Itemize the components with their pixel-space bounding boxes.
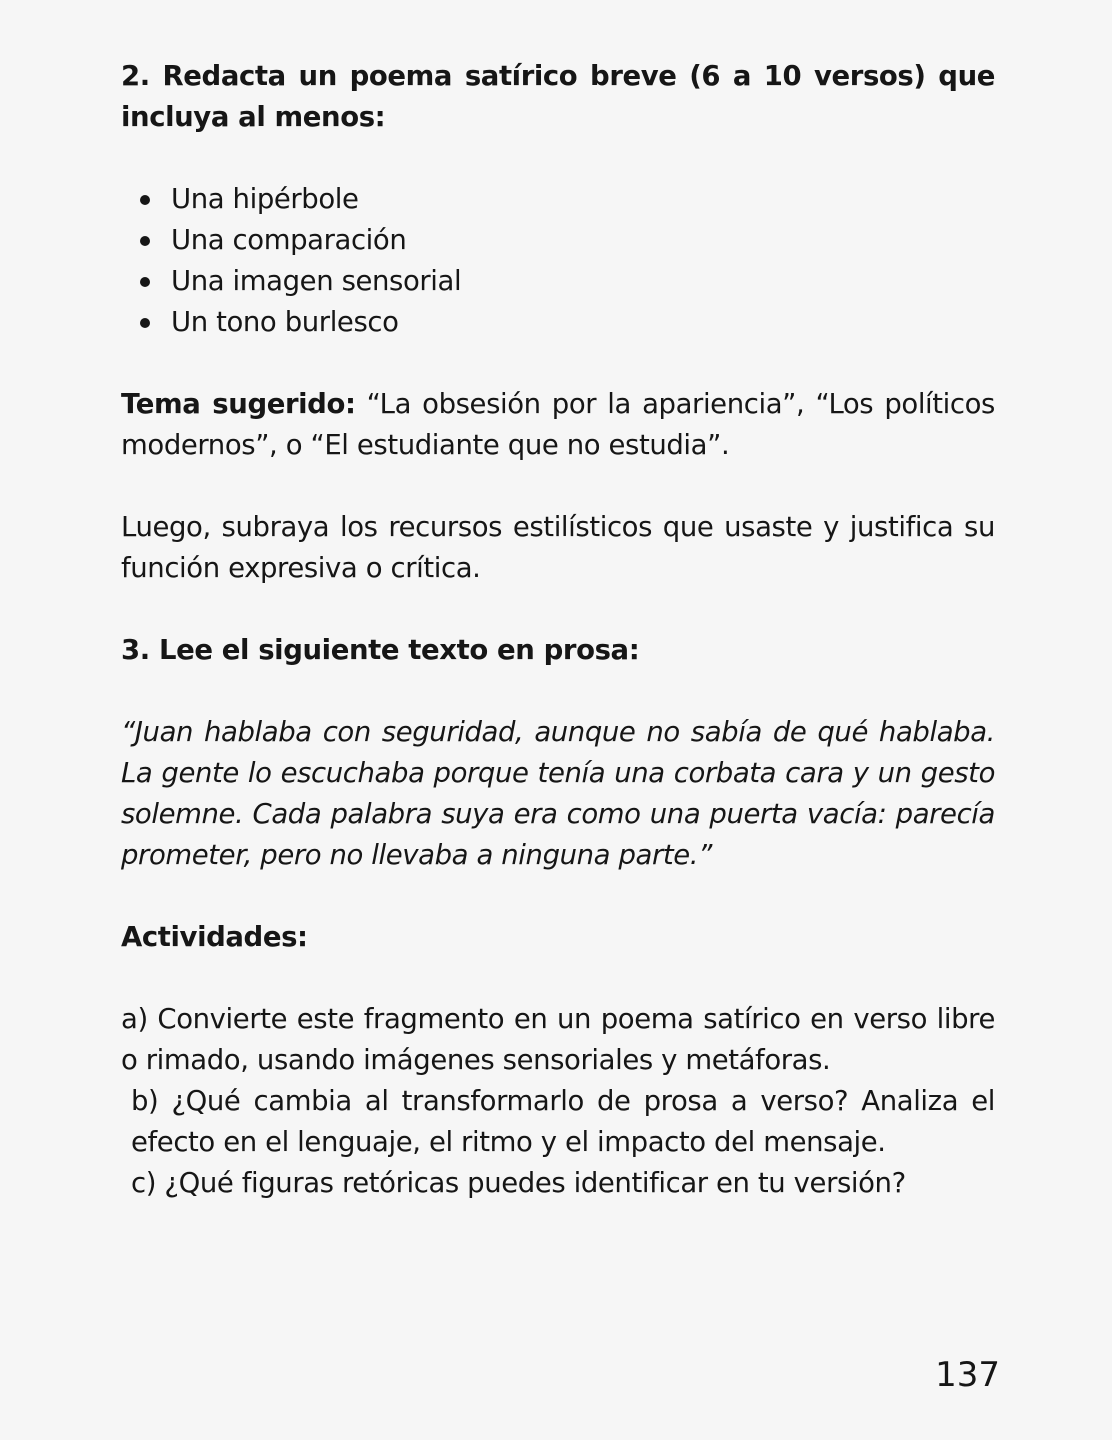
activity-b: b) ¿Qué cambia al transformarlo de prosa a verso? Analiza el efecto en el lenguaje, el ritmo y el impacto del mensaje. <box>131 1085 995 1158</box>
list-item-text: Una hipérbole <box>171 183 359 215</box>
exercise-2-heading: 2. Redacta un poema satírico breve (6 a 10 versos) que incluya al menos: <box>121 60 995 133</box>
bullet-icon <box>140 318 150 328</box>
exercise-3-heading: 3. Lee el siguiente texto en prosa: <box>121 634 640 666</box>
requirements-list <box>121 179 995 343</box>
list-item-text: Una comparación <box>171 224 407 256</box>
bullet-icon <box>140 195 150 205</box>
list-item <box>121 220 995 261</box>
suggested-theme-label: Tema sugerido: <box>121 388 356 420</box>
activities-heading: Actividades: <box>121 921 308 953</box>
list-item-text: Una imagen sensorial <box>171 265 462 297</box>
list-item-text: Un tono burlesco <box>171 306 399 338</box>
bullet-icon <box>140 236 150 246</box>
page-content <box>121 56 995 1204</box>
activity-a: a) Convierte este fragmento en un poema satírico en verso libre o rimado, usando imágenes sensoriales y metáforas. <box>121 1003 995 1076</box>
page-number: 137 <box>935 1355 1000 1395</box>
prose-quote: “Juan hablaba con seguridad, aunque no sabía de qué hablaba. La gente lo escuchaba porque tenía una corbata cara y un gesto solemne. Cada palabra suya era como una puerta vacía: parecía prometer, pero no llevaba a ninguna parte.” <box>121 716 995 871</box>
bullet-icon <box>140 277 150 287</box>
follow-up-instruction: Luego, subraya los recursos estilísticos que usaste y justifica su función expresiva o crítica. <box>121 511 995 584</box>
suggested-theme <box>121 384 995 466</box>
list-item <box>121 179 995 220</box>
list-item <box>121 261 995 302</box>
list-item <box>121 302 995 343</box>
suggested-theme-text: “La obsesión por la apariencia”, “Los políticos modernos”, o “El estudiante que no estudia”. <box>121 388 995 461</box>
activity-c: c) ¿Qué figuras retóricas puedes identificar en tu versión? <box>131 1167 906 1199</box>
